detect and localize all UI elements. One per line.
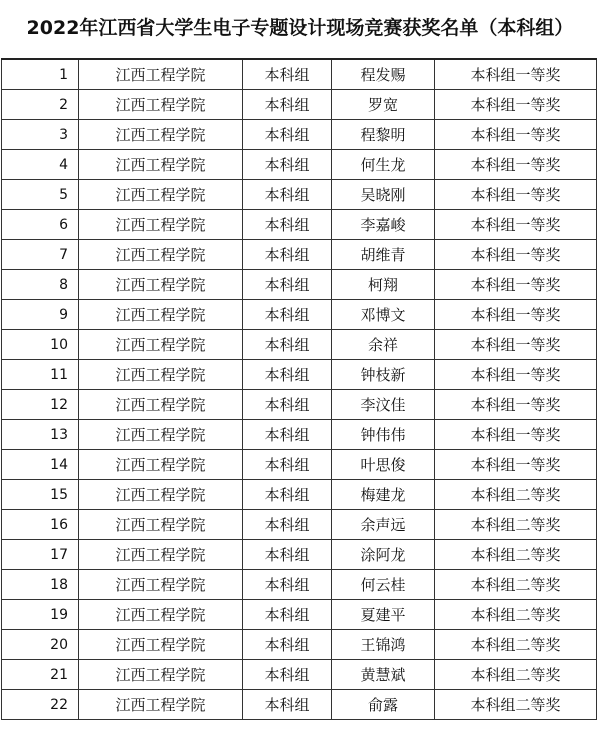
school-cell: 江西工程学院 [79,540,243,570]
group-cell: 本科组 [243,630,332,660]
row-number: 8 [2,270,79,300]
award-level-cell: 本科组一等奖 [435,150,597,180]
award-level-cell: 本科组一等奖 [435,59,597,90]
row-number: 11 [2,360,79,390]
table-row [2,570,597,600]
school-cell: 江西工程学院 [79,690,243,720]
school-cell: 江西工程学院 [79,90,243,120]
row-number: 7 [2,240,79,270]
row-number: 5 [2,180,79,210]
group-cell: 本科组 [243,210,332,240]
student-name-cell: 胡维青 [332,240,435,270]
group-cell: 本科组 [243,480,332,510]
school-cell: 江西工程学院 [79,360,243,390]
school-cell: 江西工程学院 [79,510,243,540]
group-cell: 本科组 [243,270,332,300]
student-name-cell: 何生龙 [332,150,435,180]
row-number: 2 [2,90,79,120]
row-number: 19 [2,600,79,630]
group-cell: 本科组 [243,690,332,720]
table-row [2,660,597,690]
table-row [2,690,597,720]
row-number: 13 [2,420,79,450]
award-level-cell: 本科组一等奖 [435,420,597,450]
group-cell: 本科组 [243,90,332,120]
school-cell: 江西工程学院 [79,59,243,90]
row-number: 22 [2,690,79,720]
table-row [2,90,597,120]
table-row [2,510,597,540]
table-row [2,390,597,420]
award-level-cell: 本科组二等奖 [435,540,597,570]
student-name-cell: 何云桂 [332,570,435,600]
student-name-cell: 罗宽 [332,90,435,120]
row-number: 4 [2,150,79,180]
award-level-cell: 本科组一等奖 [435,330,597,360]
school-cell: 江西工程学院 [79,150,243,180]
student-name-cell: 李嘉峻 [332,210,435,240]
award-level-cell: 本科组一等奖 [435,240,597,270]
student-name-cell: 邓博文 [332,300,435,330]
group-cell: 本科组 [243,570,332,600]
award-level-cell: 本科组一等奖 [435,90,597,120]
table-row [2,240,597,270]
group-cell: 本科组 [243,120,332,150]
row-number: 14 [2,450,79,480]
table-row [2,540,597,570]
student-name-cell: 程黎明 [332,120,435,150]
row-number: 21 [2,660,79,690]
student-name-cell: 夏建平 [332,600,435,630]
award-level-cell: 本科组二等奖 [435,690,597,720]
award-table-body [2,59,597,720]
award-level-cell: 本科组一等奖 [435,270,597,300]
award-level-cell: 本科组一等奖 [435,360,597,390]
school-cell: 江西工程学院 [79,120,243,150]
group-cell: 本科组 [243,300,332,330]
table-row [2,330,597,360]
school-cell: 江西工程学院 [79,420,243,450]
school-cell: 江西工程学院 [79,480,243,510]
student-name-cell: 俞露 [332,690,435,720]
group-cell: 本科组 [243,660,332,690]
table-row [2,300,597,330]
group-cell: 本科组 [243,420,332,450]
table-row [2,480,597,510]
table-row [2,270,597,300]
student-name-cell: 柯翔 [332,270,435,300]
group-cell: 本科组 [243,600,332,630]
table-row [2,210,597,240]
school-cell: 江西工程学院 [79,300,243,330]
row-number: 10 [2,330,79,360]
table-row [2,360,597,390]
award-level-cell: 本科组二等奖 [435,600,597,630]
school-cell: 江西工程学院 [79,450,243,480]
student-name-cell: 叶思俊 [332,450,435,480]
student-name-cell: 黄慧斌 [332,660,435,690]
student-name-cell: 余祥 [332,330,435,360]
row-number: 17 [2,540,79,570]
group-cell: 本科组 [243,510,332,540]
student-name-cell: 程发赐 [332,59,435,90]
school-cell: 江西工程学院 [79,180,243,210]
table-row [2,420,597,450]
award-level-cell: 本科组一等奖 [435,180,597,210]
school-cell: 江西工程学院 [79,210,243,240]
school-cell: 江西工程学院 [79,240,243,270]
row-number: 20 [2,630,79,660]
award-level-cell: 本科组一等奖 [435,120,597,150]
row-number: 16 [2,510,79,540]
award-table [1,58,597,720]
student-name-cell: 余声远 [332,510,435,540]
award-level-cell: 本科组一等奖 [435,450,597,480]
school-cell: 江西工程学院 [79,660,243,690]
award-level-cell: 本科组二等奖 [435,480,597,510]
school-cell: 江西工程学院 [79,330,243,360]
group-cell: 本科组 [243,180,332,210]
row-number: 18 [2,570,79,600]
student-name-cell: 吴晓刚 [332,180,435,210]
group-cell: 本科组 [243,150,332,180]
student-name-cell: 梅建龙 [332,480,435,510]
student-name-cell: 钟枝新 [332,360,435,390]
award-level-cell: 本科组二等奖 [435,660,597,690]
table-row [2,180,597,210]
group-cell: 本科组 [243,240,332,270]
table-row [2,600,597,630]
group-cell: 本科组 [243,540,332,570]
page-title: 2022年江西省大学生电子专题设计现场竞赛获奖名单（本科组） [26,17,574,39]
row-number: 15 [2,480,79,510]
award-level-cell: 本科组一等奖 [435,390,597,420]
student-name-cell: 涂阿龙 [332,540,435,570]
table-row [2,150,597,180]
group-cell: 本科组 [243,390,332,420]
school-cell: 江西工程学院 [79,600,243,630]
award-level-cell: 本科组一等奖 [435,300,597,330]
group-cell: 本科组 [243,330,332,360]
school-cell: 江西工程学院 [79,270,243,300]
row-number: 1 [2,59,79,90]
row-number: 6 [2,210,79,240]
table-row [2,630,597,660]
table-row [2,59,597,90]
group-cell: 本科组 [243,360,332,390]
table-row [2,450,597,480]
group-cell: 本科组 [243,450,332,480]
row-number: 9 [2,300,79,330]
student-name-cell: 钟伟伟 [332,420,435,450]
award-level-cell: 本科组二等奖 [435,570,597,600]
row-number: 12 [2,390,79,420]
school-cell: 江西工程学院 [79,630,243,660]
group-cell: 本科组 [243,59,332,90]
award-level-cell: 本科组一等奖 [435,210,597,240]
award-level-cell: 本科组二等奖 [435,630,597,660]
school-cell: 江西工程学院 [79,570,243,600]
row-number: 3 [2,120,79,150]
award-level-cell: 本科组二等奖 [435,510,597,540]
student-name-cell: 王锦鸿 [332,630,435,660]
school-cell: 江西工程学院 [79,390,243,420]
student-name-cell: 李汶佳 [332,390,435,420]
table-row [2,120,597,150]
